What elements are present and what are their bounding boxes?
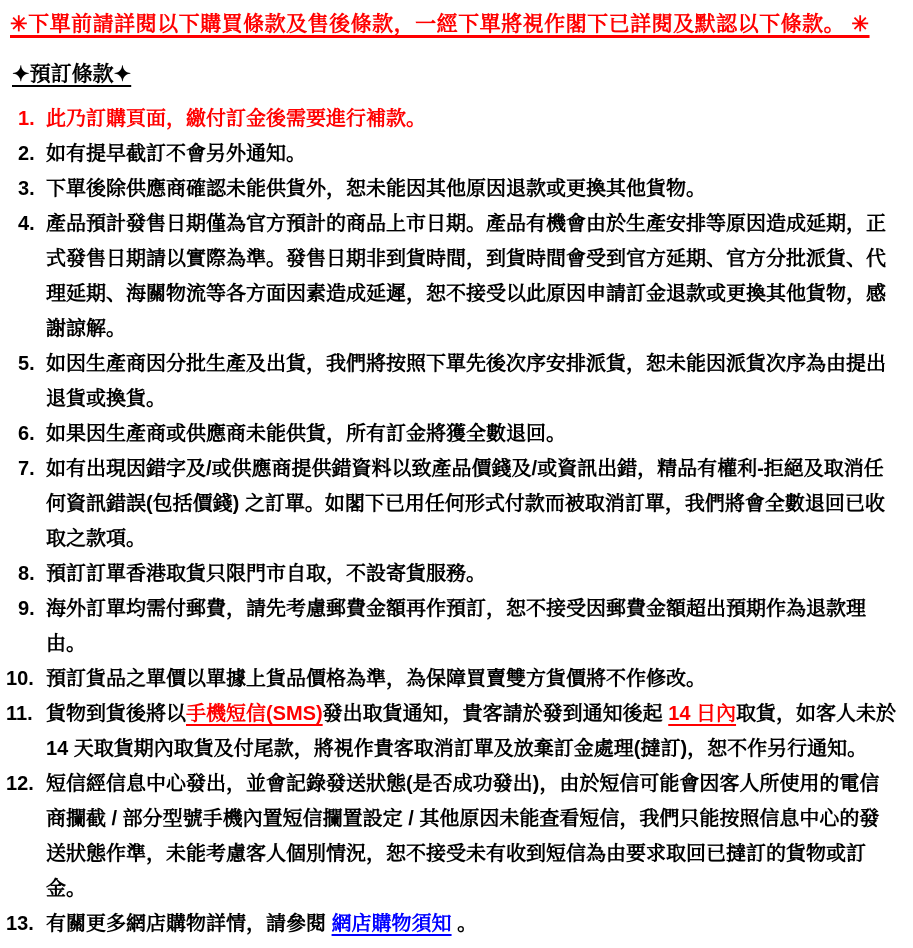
- term-text-segment: 如有出現因錯字及/或供應商提供錯資料以致產品價錢及/或資訊出錯，精品有權利-拒絕及取消任何資訊錯誤(包括價錢) 之訂單。如閣下已用任何形式付款而被取消訂單，我們將會全數退回已收取之款項。: [46, 458, 885, 550]
- term-number: 4.: [18, 213, 35, 235]
- term-item-4: [0, 207, 899, 347]
- term-number: 9.: [18, 598, 35, 620]
- term-text: [46, 213, 886, 340]
- term-text-segment: 如因生產商因分批生產及出貨，我們將按照下單先後次序安排派貨，恕未能因派貨次序為由提出退貨或換貨。: [46, 353, 886, 410]
- term-text-segment: 產品預計發售日期僅為官方預計的商品上市日期。產品有機會由於生產安排等原因造成延期，正式發售日期請以實際為準。發售日期非到貨時間，到貨時間會受到官方延期、官方分批派貨、代理延期、海關物流等各方面因素造成延遲，恕不接受以此原因申請訂金退款或更換其他貨物，感謝諒解。: [46, 213, 886, 340]
- term-text-segment: 貨物到貨後將以: [46, 703, 186, 725]
- term-text: [46, 563, 486, 585]
- term-text: [46, 598, 866, 655]
- term-item-10: [0, 662, 899, 697]
- term-item-5: [0, 347, 899, 417]
- term-item-1: [0, 102, 899, 137]
- sms-notice-highlight: 手機短信(SMS): [186, 703, 323, 725]
- term-text: [46, 703, 896, 760]
- pickup-deadline-highlight: 14 日內: [668, 703, 737, 725]
- term-text: [46, 668, 706, 690]
- term-text-segment: 此乃訂購頁面，繳付訂金後需要進行補款。: [46, 108, 426, 130]
- term-number: 7.: [18, 458, 35, 480]
- terms-list: [0, 102, 899, 942]
- term-text: [46, 423, 566, 445]
- term-text: [46, 458, 885, 550]
- term-text: [46, 773, 879, 900]
- term-text: [46, 913, 477, 935]
- term-item-2: [0, 137, 899, 172]
- term-item-6: [0, 417, 899, 452]
- term-text-segment: 。: [451, 913, 478, 935]
- term-text-segment: 取貨，如客人未於 14 天取貨期內取貨及付尾款，將視作貴客取消訂單及放棄訂金處理(撻訂)，恕不作另行通知。: [46, 703, 897, 760]
- term-text: [46, 108, 426, 130]
- term-text-segment: 海外訂單均需付郵費，請先考慮郵費金額再作預訂，恕不接受因郵費金額超出預期作為退款理由。: [46, 598, 866, 655]
- term-item-3: [0, 172, 899, 207]
- term-number: 12.: [6, 773, 34, 795]
- term-text-segment: 如有提早截訂不會另外通知。: [46, 143, 306, 165]
- term-number: 5.: [18, 353, 35, 375]
- term-item-8: [0, 557, 899, 592]
- term-text-segment: 預訂訂單香港取貨只限門市自取，不設寄貨服務。: [46, 563, 486, 585]
- term-number: 10.: [6, 668, 34, 690]
- term-item-12: [0, 767, 899, 907]
- term-text-segment: 下單後除供應商確認未能供貨外，恕未能因其他原因退款或更換其他貨物。: [46, 178, 706, 200]
- term-item-7: [0, 452, 899, 557]
- purchase-notice-header: ✳下單前請詳閱以下購買條款及售後條款，一經下單將視作閣下已詳閱及默認以下條款。 ✳: [10, 13, 870, 36]
- term-text-segment: 發出取貨通知，貴客請於發到通知後起: [322, 703, 669, 725]
- term-item-13: [0, 907, 899, 942]
- term-number: 8.: [18, 563, 35, 585]
- term-item-9: [0, 592, 899, 662]
- term-text: [46, 353, 886, 410]
- term-number: 6.: [18, 423, 35, 445]
- preorder-terms-title: ✦預訂條款✦: [12, 63, 132, 86]
- term-item-11: [0, 697, 899, 767]
- term-text: [46, 143, 306, 165]
- term-number: 13.: [6, 913, 34, 935]
- term-number: 3.: [18, 178, 35, 200]
- store-shopping-guide-link[interactable]: 網店購物須知: [331, 913, 452, 935]
- term-number: 1.: [18, 108, 35, 130]
- term-text-segment: 短信經信息中心發出，並會記錄發送狀態(是否成功發出)，由於短信可能會因客人所使用的電信商攔截 / 部分型號手機內置短信攔置設定 / 其他原因未能查看短信，我們只能按照信息中心的發送狀態作準，未能考慮客人個別情況，恕不接受未有收到短信為由要求取回已撻訂的貨物或訂金。: [46, 773, 880, 900]
- term-text: [46, 178, 706, 200]
- term-number: 2.: [18, 143, 35, 165]
- term-text-segment: 有關更多網店購物詳情，請參閱: [46, 913, 332, 935]
- term-text-segment: 預訂貨品之單價以單據上貨品價格為準，為保障買賣雙方貨價將不作修改。: [46, 668, 706, 690]
- term-number: 11.: [6, 703, 33, 725]
- term-text-segment: 如果因生產商或供應商未能供貨，所有訂金將獲全數退回。: [46, 423, 566, 445]
